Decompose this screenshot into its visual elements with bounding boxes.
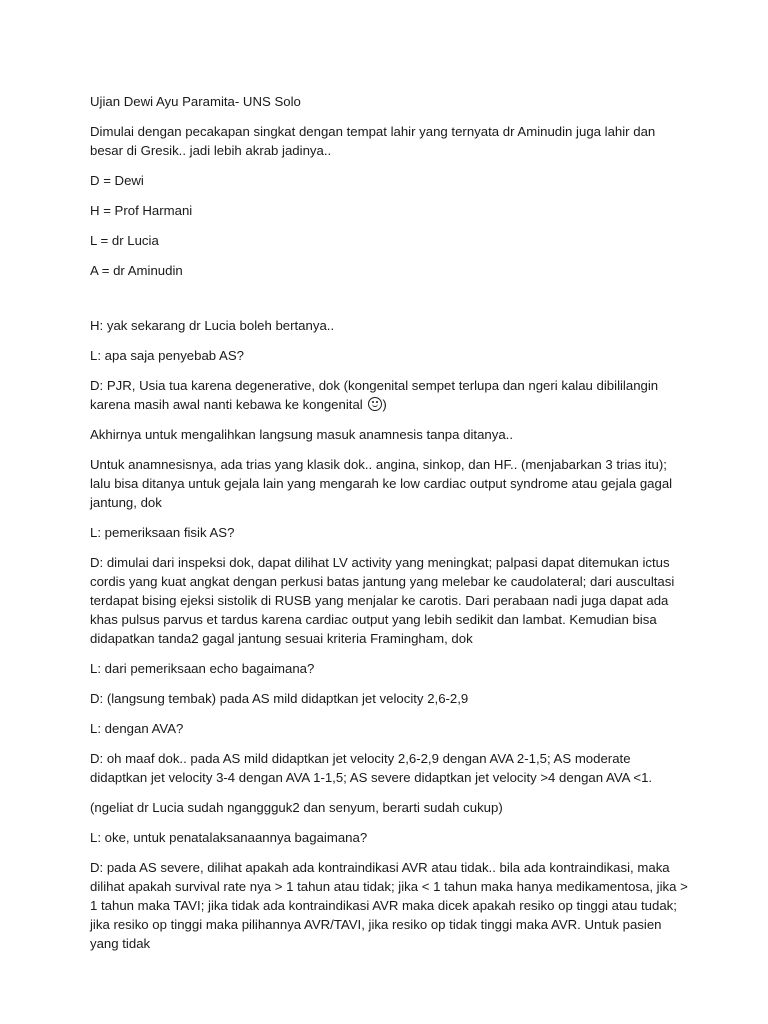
dialogue-l-2: L: pemeriksaan fisik AS? [90,525,235,540]
dialogue-l-1: L: apa saja penyebab AS? [90,348,244,363]
cast-dewi: D = Dewi [90,173,144,188]
narration-3: (ngeliat dr Lucia sudah nganggguk2 dan senyum, berarti sudah cukup) [90,800,503,815]
dialogue-d-3: D: (langsung tembak) pada AS mild didaptkan jet velocity 2,6-2,9 [90,691,469,706]
dialogue-h-1: H: yak sekarang dr Lucia boleh bertanya.. [90,318,335,333]
narration-2: Untuk anamnesisnya, ada trias yang klasik dok.. angina, sinkop, dan HF.. (menjabarkan 3 trias itu); lalu bisa ditanya untuk gejala lain yang mengarah ke low cardiac output syndrome atau gejala gagal jantung, dok [90,457,673,510]
dialogue-d-1-end: ) [382,397,387,412]
dialogue-l-4: L: dengan AVA? [90,721,184,736]
blank-line [90,291,690,316]
dialogue-l-5: L: oke, untuk penatalaksanaannya bagaimana? [90,830,368,845]
intro-paragraph: Dimulai dengan pecakapan singkat dengan tempat lahir yang ternyata dr Aminudin juga lahir dan besar di Gresik.. jadi lebih akrab jadinya.. [90,124,656,158]
smiley-icon [368,397,382,411]
document-title: Ujian Dewi Ayu Paramita- UNS Solo [90,94,301,109]
cast-harmani: H = Prof Harmani [90,203,193,218]
dialogue-d-2: D: dimulai dari inspeksi dok, dapat dilihat LV activity yang meningkat; palpasi dapat ditemukan ictus cordis yang kuat angkat dengan perkusi batas jantung yang melebar ke caudolateral; dari auscultasi terdapat bising ejeksi sistolik di RUSB yang menjalar ke carotis. Dari perabaan nadi juga dapat ada khas pulsus parvus et tardus karena cardiac output yang lebih sedikit dan lambat. Kemudian bisa didapatkan tanda2 gagal jantung sesuai kriteria Framingham, dok [90,555,675,646]
cast-aminudin: A = dr Aminudin [90,263,183,278]
narration-1: Akhirnya untuk mengalihkan langsung masuk anamnesis tanpa ditanya.. [90,427,513,442]
dialogue-l-3: L: dari pemeriksaan echo bagaimana? [90,661,315,676]
dialogue-d-5: D: pada AS severe, dilihat apakah ada kontraindikasi AVR atau tidak.. bila ada kontraindikasi, maka dilihat apakah survival rate nya > 1 tahun atau tidak; jika < 1 tahun maka hanya medikamentosa, jika > 1 tahun maka TAVI; jika tidak ada kontraindikasi AVR maka dicek apakah resiko op tinggi atau tudak; jika resiko op tinggi maka pilihannya AVR/TAVI, jika resiko op tidak tinggi maka AVR. Untuk pasien yang tidak [90,860,688,951]
dialogue-d-4: D: oh maaf dok.. pada AS mild didaptkan jet velocity 2,6-2,9 dengan AVA 2-1,5; AS moderate didaptkan jet velocity 3-4 dengan AVA 1-1,5; AS severe didaptkan jet velocity >4 dengan AVA <1. [90,751,653,785]
cast-lucia: L = dr Lucia [90,233,159,248]
dialogue-d-1-text: D: PJR, Usia tua karena degenerative, dok (kongenital sempet terlupa dan ngeri kalau dibililangin karena masih awal nanti kebawa ke kongenital [90,378,659,412]
dialogue-d-1 [90,376,690,414]
document-body [90,92,690,964]
